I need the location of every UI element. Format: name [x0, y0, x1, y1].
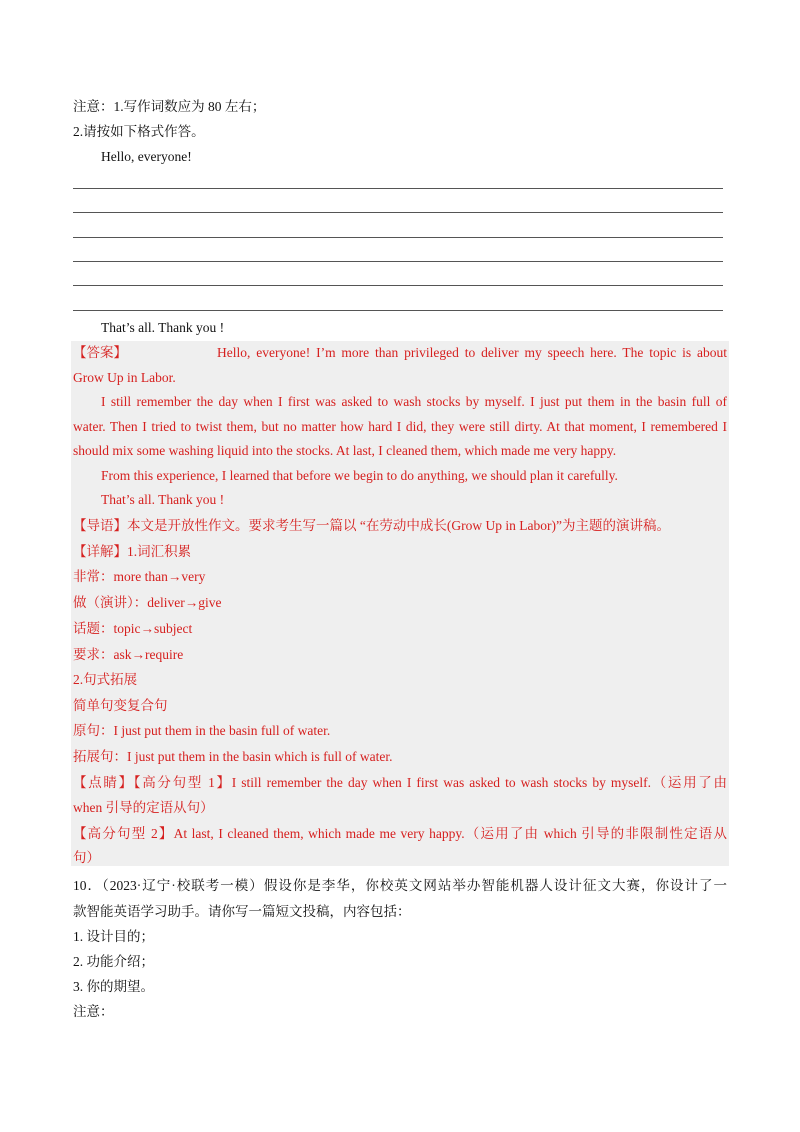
extended-sentence: 拓展句：I just put them in the basin which is full of water. [73, 749, 393, 764]
answer-line: That’s all. Thank you ! [101, 492, 225, 507]
vocab-item: 非常：more than→very [73, 569, 206, 584]
vocab-item: 话题：topic→subject [73, 621, 193, 636]
highlight-line: 【高分句型 2】At last, I cleaned them, which made me very happy.（运用了由 which 引导的非限制性定语从 [73, 826, 727, 841]
question-item: 3. 你的期望。 [73, 979, 154, 994]
detail-heading: 【详解】1.词汇积累 [73, 544, 192, 559]
highlight-line: 句） [73, 850, 100, 865]
writing-line [73, 310, 723, 311]
vocab-item: 要求：ask→require [73, 647, 184, 662]
question-10-line: 款智能英语学习助手。请你写一篇短文投稿，内容包括： [73, 904, 411, 919]
answer-line: water. Then I tried to twist them, but no matter how hard I did, they were still dirty. At that moment, I remembered I [73, 419, 727, 434]
sentence-heading: 2.句式拓展 [73, 672, 138, 687]
sentence-subheading: 简单句变复合句 [73, 698, 168, 713]
question-10-line: 10．（2023·辽宁·校联考一模）假设你是李华，你校英文网站举办智能机器人设计征文大赛，你设计了一 [73, 878, 727, 893]
question-note: 注意： [73, 1004, 114, 1019]
answer-line: I still remember the day when I first was asked to wash stocks by myself. I just put them in the basin full of [101, 394, 727, 409]
answer-line: should mix some washing liquid into the stocks. At last, I cleaned them, which made me very happy. [73, 443, 617, 458]
vocab-item: 做（演讲）：deliver→give [73, 595, 222, 610]
highlight-line: when 引导的定语从句） [73, 800, 214, 815]
answer-line: From this experience, I learned that before we begin to do anything, we should plan it carefully. [101, 468, 618, 483]
answer-line: Hello, everyone! I’m more than privileged to deliver my speech here. The topic is about [217, 345, 727, 360]
writing-line [73, 261, 723, 262]
writing-line [73, 285, 723, 286]
note-line: 注意：1.写作词数应为 80 左右； [73, 99, 266, 114]
writing-line [73, 237, 723, 238]
closing-line: That’s all. Thank you ! [101, 320, 225, 335]
writing-line [73, 212, 723, 213]
answer-line: Grow Up in Labor. [73, 370, 176, 385]
question-item: 1. 设计目的； [73, 929, 154, 944]
question-item: 2. 功能介绍； [73, 954, 154, 969]
writing-line [73, 188, 723, 189]
highlight-line: 【点睛】【高分句型 1】I still remember the day when I first was asked to wash stocks by myself.（运用了由 [73, 775, 727, 790]
original-sentence: 原句：I just put them in the basin full of water. [73, 723, 331, 738]
answer-label: 【答案】 [73, 345, 127, 360]
greeting-line: Hello, everyone! [101, 149, 192, 164]
guide-line: 【导语】本文是开放性作文。要求考生写一篇以 “在劳动中成长(Grow Up in Labor)”为主题的演讲稿。 [73, 518, 670, 533]
format-line: 2.请按如下格式作答。 [73, 124, 205, 139]
